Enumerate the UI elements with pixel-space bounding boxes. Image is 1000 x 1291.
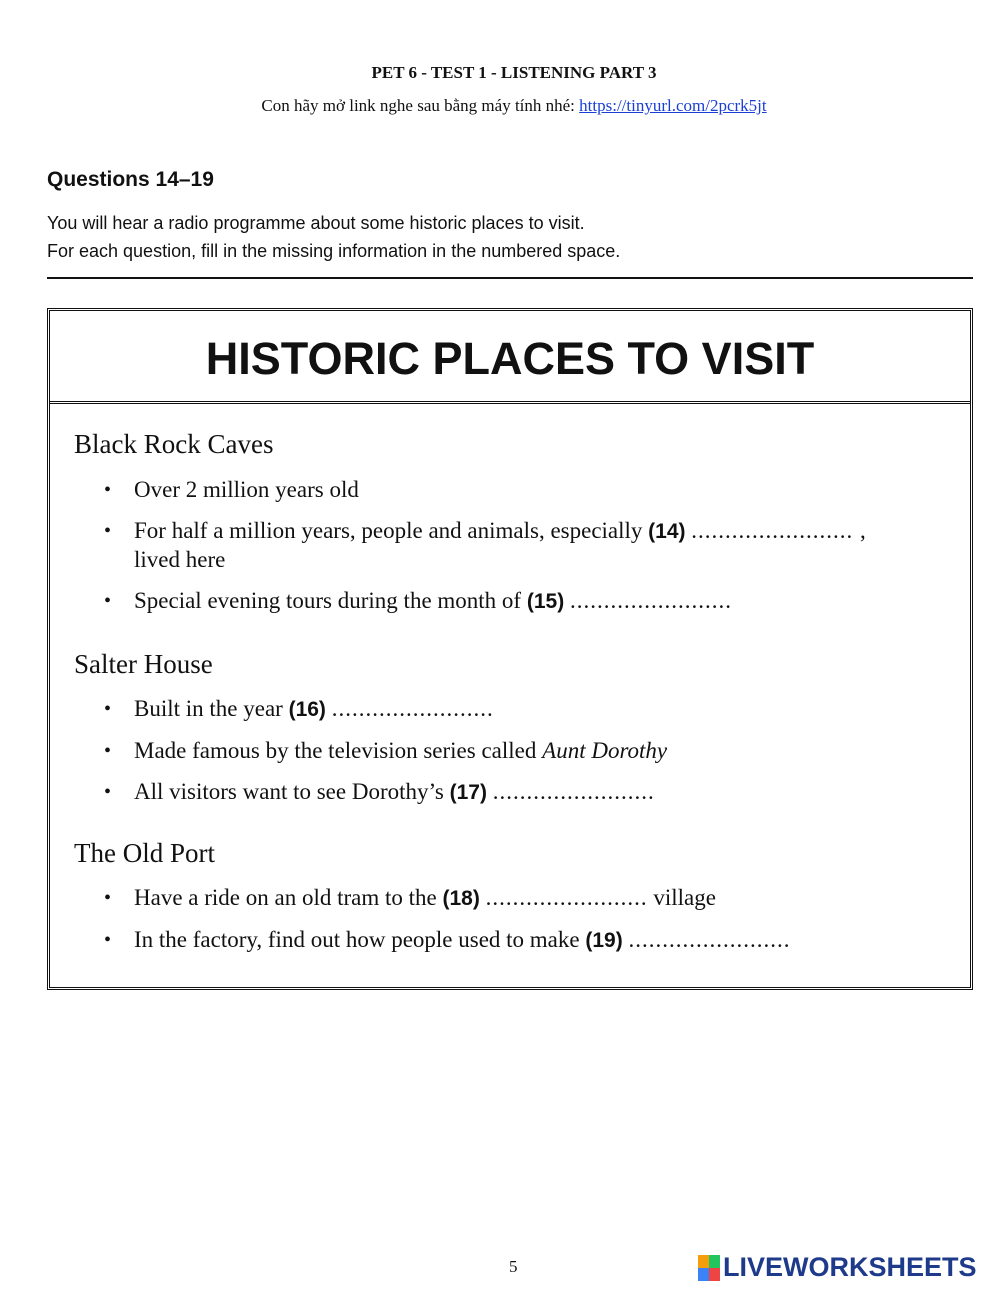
bullet-icon: •: [104, 520, 112, 542]
item-text: Over 2 million years old: [134, 477, 359, 502]
question-16-number: (16): [288, 698, 326, 721]
answer-14-blank[interactable]: ........................ ,: [691, 518, 867, 543]
answer-17-blank[interactable]: ........................: [492, 779, 655, 804]
bullet-icon: •: [104, 698, 112, 720]
instruction-line-2: For each question, fill in the missing information in the numbered space.: [47, 241, 621, 261]
bullet-icon: •: [104, 781, 112, 803]
logo-blocks-icon: [698, 1255, 720, 1281]
item-text: Built in the year: [134, 696, 283, 721]
salter-house-list: [104, 695, 914, 820]
black-rock-caves-list: [104, 476, 914, 629]
logo-text: LIVEWORKSHEETS: [723, 1252, 977, 1282]
list-item: [104, 778, 914, 807]
logo-block: [709, 1255, 720, 1268]
list-item: [104, 737, 914, 765]
question-14-number: (14): [648, 520, 686, 543]
bullet-icon: •: [104, 590, 112, 612]
series-name: Aunt Dorothy: [542, 738, 668, 763]
divider: [47, 277, 973, 279]
box-title-band: [50, 311, 970, 404]
item-text: In the factory, find out how people used to make: [134, 927, 580, 952]
old-port-list: [104, 884, 914, 968]
item-text-after: village: [653, 885, 716, 910]
list-item: [104, 517, 914, 574]
logo-block: [698, 1255, 709, 1268]
bullet-icon: •: [104, 479, 112, 501]
list-item: [104, 695, 914, 724]
liveworksheets-logo[interactable]: [698, 1252, 977, 1283]
subtitle-text: Con hãy mở link nghe sau bằng máy tính nhé:: [261, 96, 575, 115]
list-item: [104, 926, 914, 955]
item-text-continued: lived here: [134, 547, 226, 572]
question-19-number: (19): [585, 929, 623, 952]
worksheet-subtitle: [0, 96, 1000, 116]
bullet-icon: •: [104, 887, 112, 909]
answer-15-blank[interactable]: ........................: [569, 588, 732, 613]
question-15-number: (15): [526, 590, 565, 613]
page-number: 5: [509, 1257, 518, 1276]
question-17-number: (17): [449, 781, 487, 804]
section-title-old-port: The Old Port: [74, 838, 215, 868]
list-item: [104, 476, 914, 504]
item-text: All visitors want to see Dorothy’s: [134, 779, 444, 804]
historic-places-box: [47, 308, 973, 990]
logo-block: [698, 1268, 709, 1281]
item-text: Have a ride on an old tram to the: [134, 885, 437, 910]
question-18-number: (18): [442, 887, 480, 910]
audio-link[interactable]: https://tinyurl.com/2pcrk5jt: [579, 96, 767, 115]
section-title-salter-house: Salter House: [74, 649, 213, 679]
list-item: [104, 884, 914, 913]
bullet-icon: •: [104, 740, 112, 762]
questions-heading: Questions 14–19: [47, 168, 214, 191]
answer-18-blank[interactable]: ........................: [485, 885, 648, 910]
instruction-line-1: You will hear a radio programme about some historic places to visit.: [47, 213, 585, 233]
list-item: [104, 587, 914, 616]
item-text: Special evening tours during the month of: [134, 588, 522, 613]
worksheet-title: PET 6 - TEST 1 - LISTENING PART 3: [371, 63, 657, 82]
answer-16-blank[interactable]: ........................: [331, 696, 494, 721]
box-title: HISTORIC PLACES TO VISIT: [205, 333, 815, 384]
section-title-black-rock-caves: Black Rock Caves: [74, 429, 274, 459]
item-text: Made famous by the television series called: [134, 738, 537, 763]
item-text: For half a million years, people and animals, especially: [134, 518, 643, 543]
answer-19-blank[interactable]: ........................: [628, 927, 791, 952]
bullet-icon: •: [104, 929, 112, 951]
logo-block: [709, 1268, 720, 1281]
